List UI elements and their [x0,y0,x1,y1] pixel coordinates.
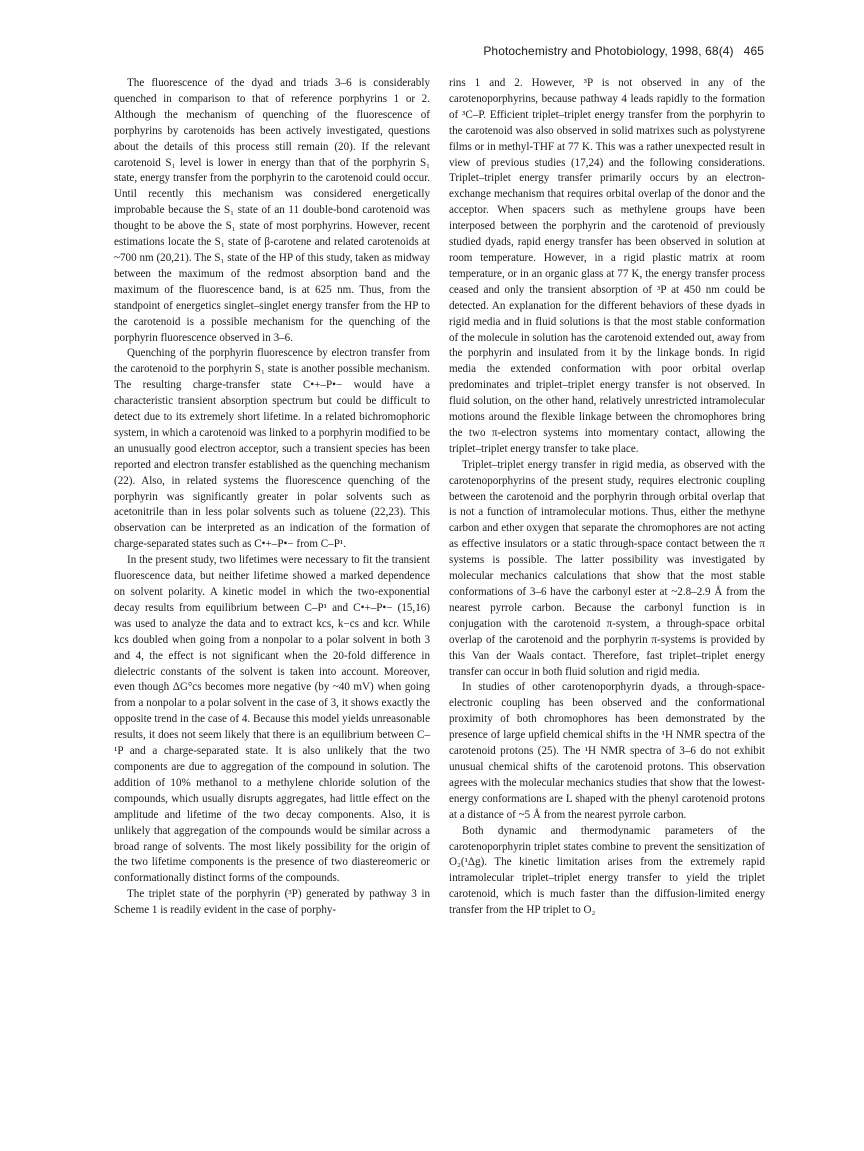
journal-citation: Photochemistry and Photobiology, 1998, 68(4) [483,44,734,58]
paragraph: rins 1 and 2. However, ³P is not observed in any of the carotenoporphyrins, because pathway 4 leads rapidly to the formation of ³C–P. Efficient triplet–triplet energy transfer from the porphyrin to the carotenoid was also observed in solid matrixes such as polystyrene films or in methyl-THF at 77 K. This was a rather unexpected result in view of previous studies (17,24) and the following considerations. Triplet–triplet energy transfer primarily occurs by an electron-exchange mechanism that requires orbital overlap of the donor and the acceptor. When spacers such as methylene groups have been interposed between the porphyrin and the carotenoid of previously studied dyads, rapid energy transfer has been observed in solution at room temperature. However, in a rigid plastic matrix at room temperature, or in an organic glass at 77 K, the energy transfer process ceased and only the transient absorption of ³P at 450 nm could be detected. An explanation for the different behaviors of these dyads in rigid media and in fluid solutions is that the most stable conformation of the molecule in solution has the carotenoid extended out, away from the porphyrin and insulated from it by the linkage bonds. In rigid media the extended conformation with poor orbital overlap predominates and triplet–triplet energy transfer is not observed. In fluid solution, on the other hand, relatively unrestricted intramolecular motions around the flexible linkage between the chromophores bring the two π-electron systems into momentary contact, allowing the triplet–triplet energy transfer to take place. [449,77,765,455]
paragraph: In the present study, two lifetimes were necessary to fit the transient fluorescence data, but neither lifetime showed a marked dependence on solvent polarity. A kinetic model in which the two-exponential decay results from equilibrium between C–P¹ and C•+–P•− (15,16) was used to analyze the data and to extract kcs, k−cs and kcr. While kcs doubled when going from a nonpolar to a polar solvent in both 3 and 4, the effect is not significant when the 20-fold difference in dielectric constants of the solvent is taken into account. Moreover, even though ΔG°cs becomes more negative (by ~40 mV) when going from a nonpolar to a polar solvent in the case of 3, it shows exactly the opposite trend in the case of 4. Because this model yields unreasonable results, it does not seem likely that there is an equilibrium between C–¹P and a charge-separated state. It is also unlikely that the two components are due to aggregation of the compound in solution. The addition of 10% methanol to a methylene chloride solution of the compounds, which usually disrupts aggregates, had little effect on the amplitude and lifetime of the two decay components. Also, it is unlikely that aggregation of the compounds would be similar across a broad range of solvents. The most likely possibility for the origin of the two lifetime components is the presence of two diastereomeric or conformationally distinct forms of the compounds. [114,554,430,885]
paragraph: The fluorescence of the dyad and triads 3–6 is considerably quenched in comparison to that of reference porphyrins 1 or 2. Although the mechanism of quenching of the fluorescence of porphyrins by carotenoids has been actively investigated, questions about the details of this process still remain (20). If the relevant carotenoid S₁ level is lower in energy than that of the porphyrin S₁ state, energy transfer from the porphyrin to the carotenoid could occur. Until recently this mechanism was considered energetically improbable because the S₁ state of an 11 double-bond carotenoid was thought to be above the S₁ state of most porphyrins. However, recent estimations locate the S₁ state of β-carotene and related carotenoids at ~700 nm (20,21). The S₁ state of the HP of this study, taken as midway between the maximum of the redmost absorption band and the maximum of the fluorescence band, is at 625 nm. Thus, from the standpoint of energetics singlet–singlet energy transfer from the HP to the carotenoid is a possible mechanism for the quenching of the porphyrin fluorescence observed in 3–6. [114,77,430,344]
left-column [114,76,430,919]
page-number: 465 [743,44,764,58]
paragraph: The triplet state of the porphyrin (³P) generated by pathway 3 in Scheme 1 is readily evident in the case of porphy- [114,888,430,917]
paragraph: In studies of other carotenoporphyrin dyads, a through-space-electronic coupling has been observed and the conformational proximity of both chromophores has been demonstrated by the presence of large upfield chemical shifts in the ¹H NMR spectra of the carotenoid protons (25). The ¹H NMR spectra of 3–6 do not exhibit unusual chemical shifts of the carotenoid protons. This observation agrees with the molecular mechanics studies that show that the lowest-energy conformations are L shaped with the phenyl carotenoid protons at a distance of ~5 Å from the nearest pyrrole carbon. [449,681,765,821]
paragraph: Triplet–triplet energy transfer in rigid media, as observed with the carotenoporphyrins of the present study, requires electronic coupling between the carotenoid and the porphyrin through orbital overlap that is not a function of intramolecular motions. Thus, either the methyne carbon and ether oxygen that separate the chromophores are not acting as effective insulators or a static through-space contact between the π systems is possible. The latter possibility was investigated by molecular mechanics calculations that show that the most stable conformations of 3–6 have the carbonyl ester at ~2.8–2.9 Å from the nearest pyrrole carbon. Because the carbonyl function is in conjugation with the carotenoid π-system, a through-space orbital overlap of the carotenoid and the porphyrin π-systems is provided by this Van der Waals contact. Therefore, fast triplet–triplet energy transfer can occur in both fluid solution and rigid media. [449,458,765,678]
right-column [449,76,765,919]
paragraph: Both dynamic and thermodynamic parameters of the carotenoporphyrin triplet states combine to prevent the sensitization of O₂(¹Δg). The kinetic limitation arises from the extremely rapid intramolecular triplet–triplet energy transfer to yield the triplet carotenoid, which is much faster than the diffusion-limited energy transfer from the HP triplet to O₂ [449,824,765,917]
running-head [483,44,764,58]
paragraph: Quenching of the porphyrin fluorescence by electron transfer from the carotenoid to the porphyrin S₁ state is another possible mechanism. The resulting charge-transfer state C•+–P•− would have a characteristic transient absorption spectrum but could be difficult to detect due to its extremely short lifetime. In a related bichromophoric system, in which a carotenoid was linked to a porphyrin modified to be an unusually good electron acceptor, such a transient species has been reported and electron transfer established as the quenching mechanism (22). Also, in related systems the fluorescence quenching of the porphyrin was significantly greater in polar solvents such as acetonitrile than in less polar solvents such as toluene (22,23). This observation can be interpreted as an indication of the formation of charge-separated states such as C•+–P•− from C–P¹. [114,347,430,551]
